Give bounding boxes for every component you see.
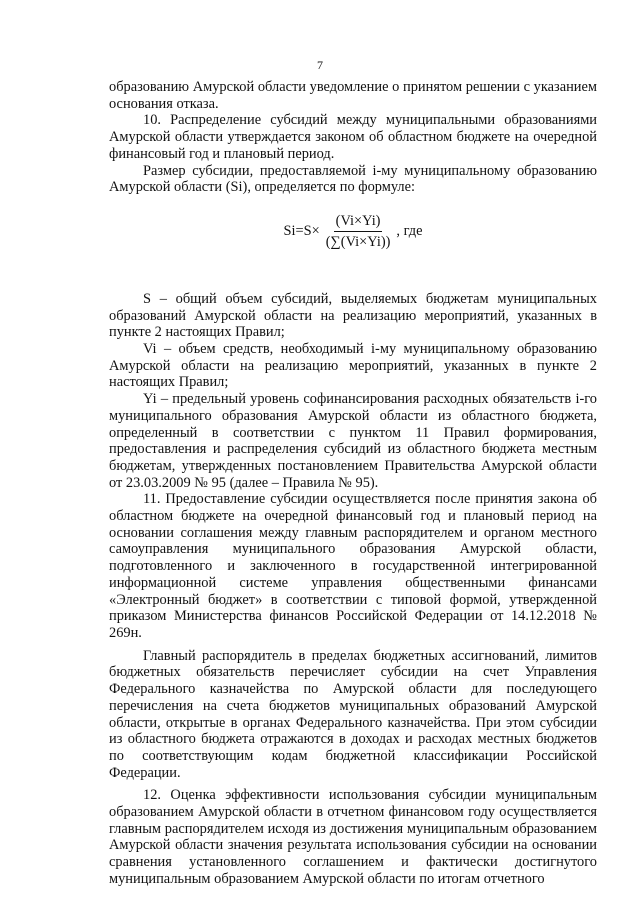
formula-numerator: (Vi×Yi) (334, 212, 383, 232)
paragraph-clause-12: 12. Оценка эффективности использования субсидии муниципальным образованием Амурской области в отчетном финансовом году осуществляется главным распорядителем исходя из достижения муниципальным образованием Амурской области значения результата использования субсидии на основании сравнения установленного соглашением и фактически достигнутого муниципальным образованием Амурской области по итогам отчетного (109, 787, 597, 887)
paragraph-transfer: Главный распорядитель в пределах бюджетных ассигнований, лимитов бюджетных обязательств перечисляет субсидии на счет Управления Федерального казначейства по Амурской области для последующего перечисления на счета бюджетов муниципальных образований Амурской области, открытые в органах Федерального казначейства. При этом субсидии из областного бюджета отражаются в доходах и расходах местных бюджетов по соответствующим кодам бюджетной классификации Российской Федерации. (109, 647, 597, 781)
definition-s: S – общий объем субсидий, выделяемых бюджетам муниципальных образований Амурской области на реализацию мероприятий, указанных в пункте 2 настоящих Правил; (109, 290, 597, 341)
document-body (109, 79, 597, 888)
definition-vi: Vi – объем средств, необходимый i-му муниципальному образованию Амурской области на реализацию мероприятий, указанных в пункте 2 настоящих Правил; (109, 341, 597, 391)
paragraph-subsidy-size: Размер субсидии, предоставляемой i-му муниципальному образованию Амурской области (Si), определяется по формуле: (109, 162, 597, 196)
paragraph-clause-11: 11. Предоставление субсидии осуществляется после принятия закона об областном бюджете на очередной финансовый год и плановый период на основании соглашения между главным распорядителем и органом местного самоуправления муниципального образования Амурской области, подготовленного и заключенного в государственной интегрированной информационной системе управления общественными финансами «Электронный бюджет» в соответствии с типовой формой, утвержденной приказом Министерства финансов Российской Федерации от 14.12.2018 № 269н. (109, 491, 597, 641)
formula-denominator: (∑(Vi×Yi)) (325, 233, 391, 250)
subsidy-formula (109, 212, 597, 251)
paragraph-continuation: образованию Амурской области уведомление о принятом решении с указанием основания отказа. (109, 79, 597, 112)
definition-yi: Yi – предельный уровень софинансирования расходных обязательств i-го муниципального образования Амурской области из областного бюджета, определенный в соответствии с пунктом 11 Правил формирования, предоставления и распределения субсидий из областного бюджета местным бюджетам, утвержденных постановлением Правительства Амурской области от 23.03.2009 № 95 (далее – Правила № 95). (109, 391, 597, 491)
paragraph-clause-10: 10. Распределение субсидий между муниципальными образованиями Амурской области утверждается законом об областном бюджете на очередной финансовый год и плановый период. (109, 112, 597, 162)
formula-fraction (324, 212, 393, 251)
page-number: 7 (317, 58, 323, 72)
formula-lhs: Si=S× (283, 223, 320, 240)
formula-suffix: , где (396, 223, 423, 240)
